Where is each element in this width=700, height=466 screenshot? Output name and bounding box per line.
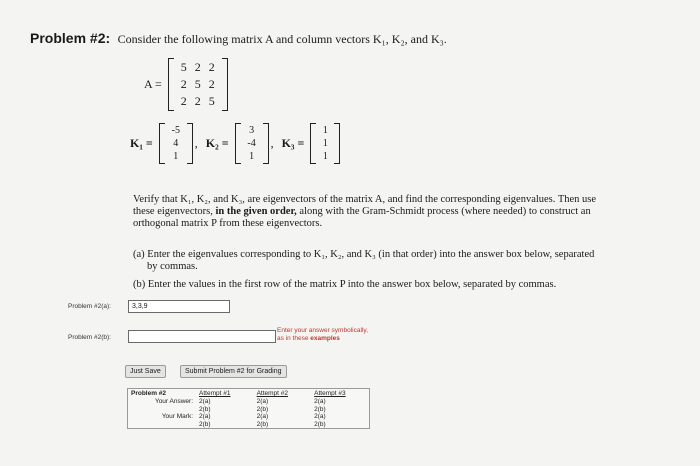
matrix-cell: 2	[180, 77, 187, 91]
k2-vector	[235, 123, 269, 164]
cell-a: 2(a)	[256, 398, 269, 405]
verify-line-1: Verify that K₁, K₂, and K₃, are eigenvectors of the matrix A, and find the corresponding eigenvalues. Then use	[133, 194, 597, 205]
part-a	[133, 249, 673, 273]
vector-cell: -4	[247, 138, 256, 149]
matrix-a-block	[138, 58, 228, 111]
matrix-cell: 2	[208, 77, 215, 91]
cell-b: 2(b)	[314, 405, 326, 413]
matrix-a	[168, 58, 228, 111]
table-row	[128, 398, 370, 413]
matrix-a-cells	[174, 58, 222, 111]
cell-b: 2(b)	[199, 405, 211, 413]
table-header: Problem #2	[131, 390, 167, 397]
just-save-button[interactable]: Just Save	[125, 365, 166, 378]
cell-b: 2(b)	[199, 420, 211, 428]
answer-a-label: Problem #2(a):	[68, 303, 111, 310]
k1-label: K₁ =	[130, 136, 153, 150]
verify-text: these eigenvectors,	[133, 206, 213, 217]
verify-paragraph	[133, 194, 673, 230]
attempt-history-table	[127, 388, 370, 429]
matrix-cell: 5	[180, 60, 187, 74]
vector-cell: 4	[173, 138, 179, 149]
table-cell	[311, 398, 369, 413]
cell-b: 2(b)	[256, 420, 269, 428]
matrix-cell: 5	[208, 94, 215, 108]
vector-cell: 1	[173, 151, 179, 162]
hint-text: as in these	[277, 335, 309, 342]
matrix-cell: 2	[194, 60, 201, 74]
row-label: Your Mark:	[161, 413, 194, 420]
table-cell	[196, 413, 254, 429]
cell-a: 2(a)	[314, 398, 326, 405]
k2-label: K₂ =	[205, 136, 229, 150]
cell-a: 2(a)	[256, 413, 269, 420]
k3-vector	[310, 123, 340, 164]
cell-a: 2(a)	[199, 398, 211, 405]
matrix-cell: 2	[180, 94, 187, 108]
verify-emphasis: in the given order,	[215, 206, 297, 217]
hint-line-1: Enter your answer symbolically,	[277, 327, 368, 334]
vector-cell: 1	[249, 151, 255, 162]
part-b: (b) Enter the values in the first row of the matrix P into the answer box below, separated by commas.	[133, 279, 557, 290]
table-header: Attempt #2	[256, 390, 289, 397]
table-cell	[196, 398, 254, 413]
part-a-line-2: by commas.	[147, 261, 198, 272]
part-a-line-1: (a) Enter the eigenvalues corresponding to K₁, K₂, and K₃ (in that order) into the answer box below, separated	[133, 249, 595, 260]
vector-cell: 1	[322, 151, 328, 162]
table-cell	[311, 413, 369, 429]
examples-link[interactable]: examples	[310, 335, 340, 342]
table-header: Attempt #3	[314, 390, 346, 397]
answer-hint	[277, 327, 368, 343]
k3-label: K₃ =	[281, 136, 305, 150]
table-header: Attempt #1	[199, 390, 231, 397]
matrix-cell: 2	[194, 94, 201, 108]
problem-header	[30, 30, 447, 48]
separator: ,	[270, 136, 274, 150]
problem-number: Problem #2:	[30, 30, 111, 46]
answer-a-input[interactable]: 3,3,9	[128, 300, 230, 313]
cell-b: 2(b)	[314, 420, 326, 428]
table-row	[128, 413, 370, 429]
submit-button[interactable]: Submit Problem #2 for Grading	[180, 365, 287, 378]
vector-cell: 1	[322, 125, 328, 136]
verify-text: along with the Gram-Schmidt process (where needed) to construct an	[299, 206, 591, 217]
table-row	[128, 389, 370, 399]
matrix-cell: 2	[208, 60, 215, 74]
table-cell	[254, 398, 312, 413]
vector-cell: -5	[171, 125, 180, 136]
answer-b-input[interactable]	[128, 330, 276, 343]
cell-b: 2(b)	[256, 405, 269, 413]
answer-b-label: Problem #2(b):	[68, 334, 111, 341]
verify-line-3: orthogonal matrix P from these eigenvectors.	[133, 218, 323, 229]
matrix-cell: 5	[194, 77, 201, 91]
vector-cell: 3	[249, 125, 255, 136]
table-cell	[254, 413, 312, 429]
hint-line-2	[277, 335, 368, 343]
row-label: Your Answer:	[154, 398, 194, 405]
vector-cell: 1	[322, 138, 328, 149]
cell-a: 2(a)	[314, 413, 326, 420]
problem-intro: Consider the following matrix A and column vectors K₁, K₂, and K₃.	[117, 32, 447, 46]
vectors-row	[124, 123, 340, 164]
matrix-a-label: A =	[144, 77, 162, 91]
cell-a: 2(a)	[199, 413, 211, 420]
verify-line-2	[133, 206, 673, 218]
k1-vector	[159, 123, 193, 164]
separator: ,	[194, 136, 198, 150]
